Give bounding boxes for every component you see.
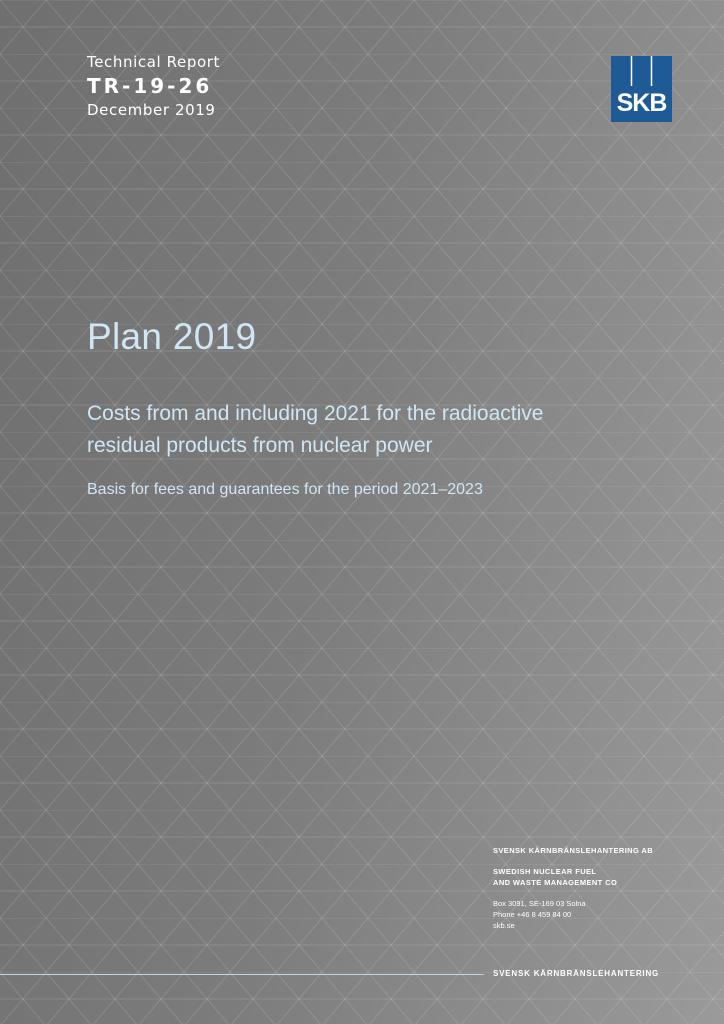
company-name-english-line-2: AND WASTE MANAGEMENT CO	[493, 878, 618, 887]
company-name-swedish: SVENSK KÄRNBRÄNSLEHANTERING AB	[493, 846, 654, 855]
address-block	[493, 845, 653, 931]
subtitle-line-1: Costs from and including 2021 for the radioactive	[87, 402, 544, 425]
footer-brand: SVENSK KÄRNBRÄNSLEHANTERING	[493, 969, 660, 978]
report-type: Technical Report	[87, 53, 220, 71]
postal-address: Box 3091, SE-169 03 Solna	[493, 899, 586, 908]
footer-divider	[0, 974, 484, 975]
skb-logo	[611, 56, 672, 122]
website: skb.se	[493, 921, 515, 930]
report-header	[87, 52, 220, 120]
document-tagline: Basis for fees and guarantees for the period 2021–2023	[87, 481, 483, 498]
company-name-english-line-1: SWEDISH NUCLEAR FUEL	[493, 867, 597, 876]
phone-number: Phone +46 8 459 84 00	[493, 910, 572, 919]
document-title: Plan 2019	[87, 316, 257, 357]
svg-text:SKB: SKB	[616, 89, 667, 117]
report-date: December 2019	[87, 101, 216, 119]
subtitle-line-2: residual products from nuclear power	[87, 434, 433, 457]
report-number: TR-19-26	[87, 74, 213, 98]
document-subtitle	[87, 398, 687, 462]
